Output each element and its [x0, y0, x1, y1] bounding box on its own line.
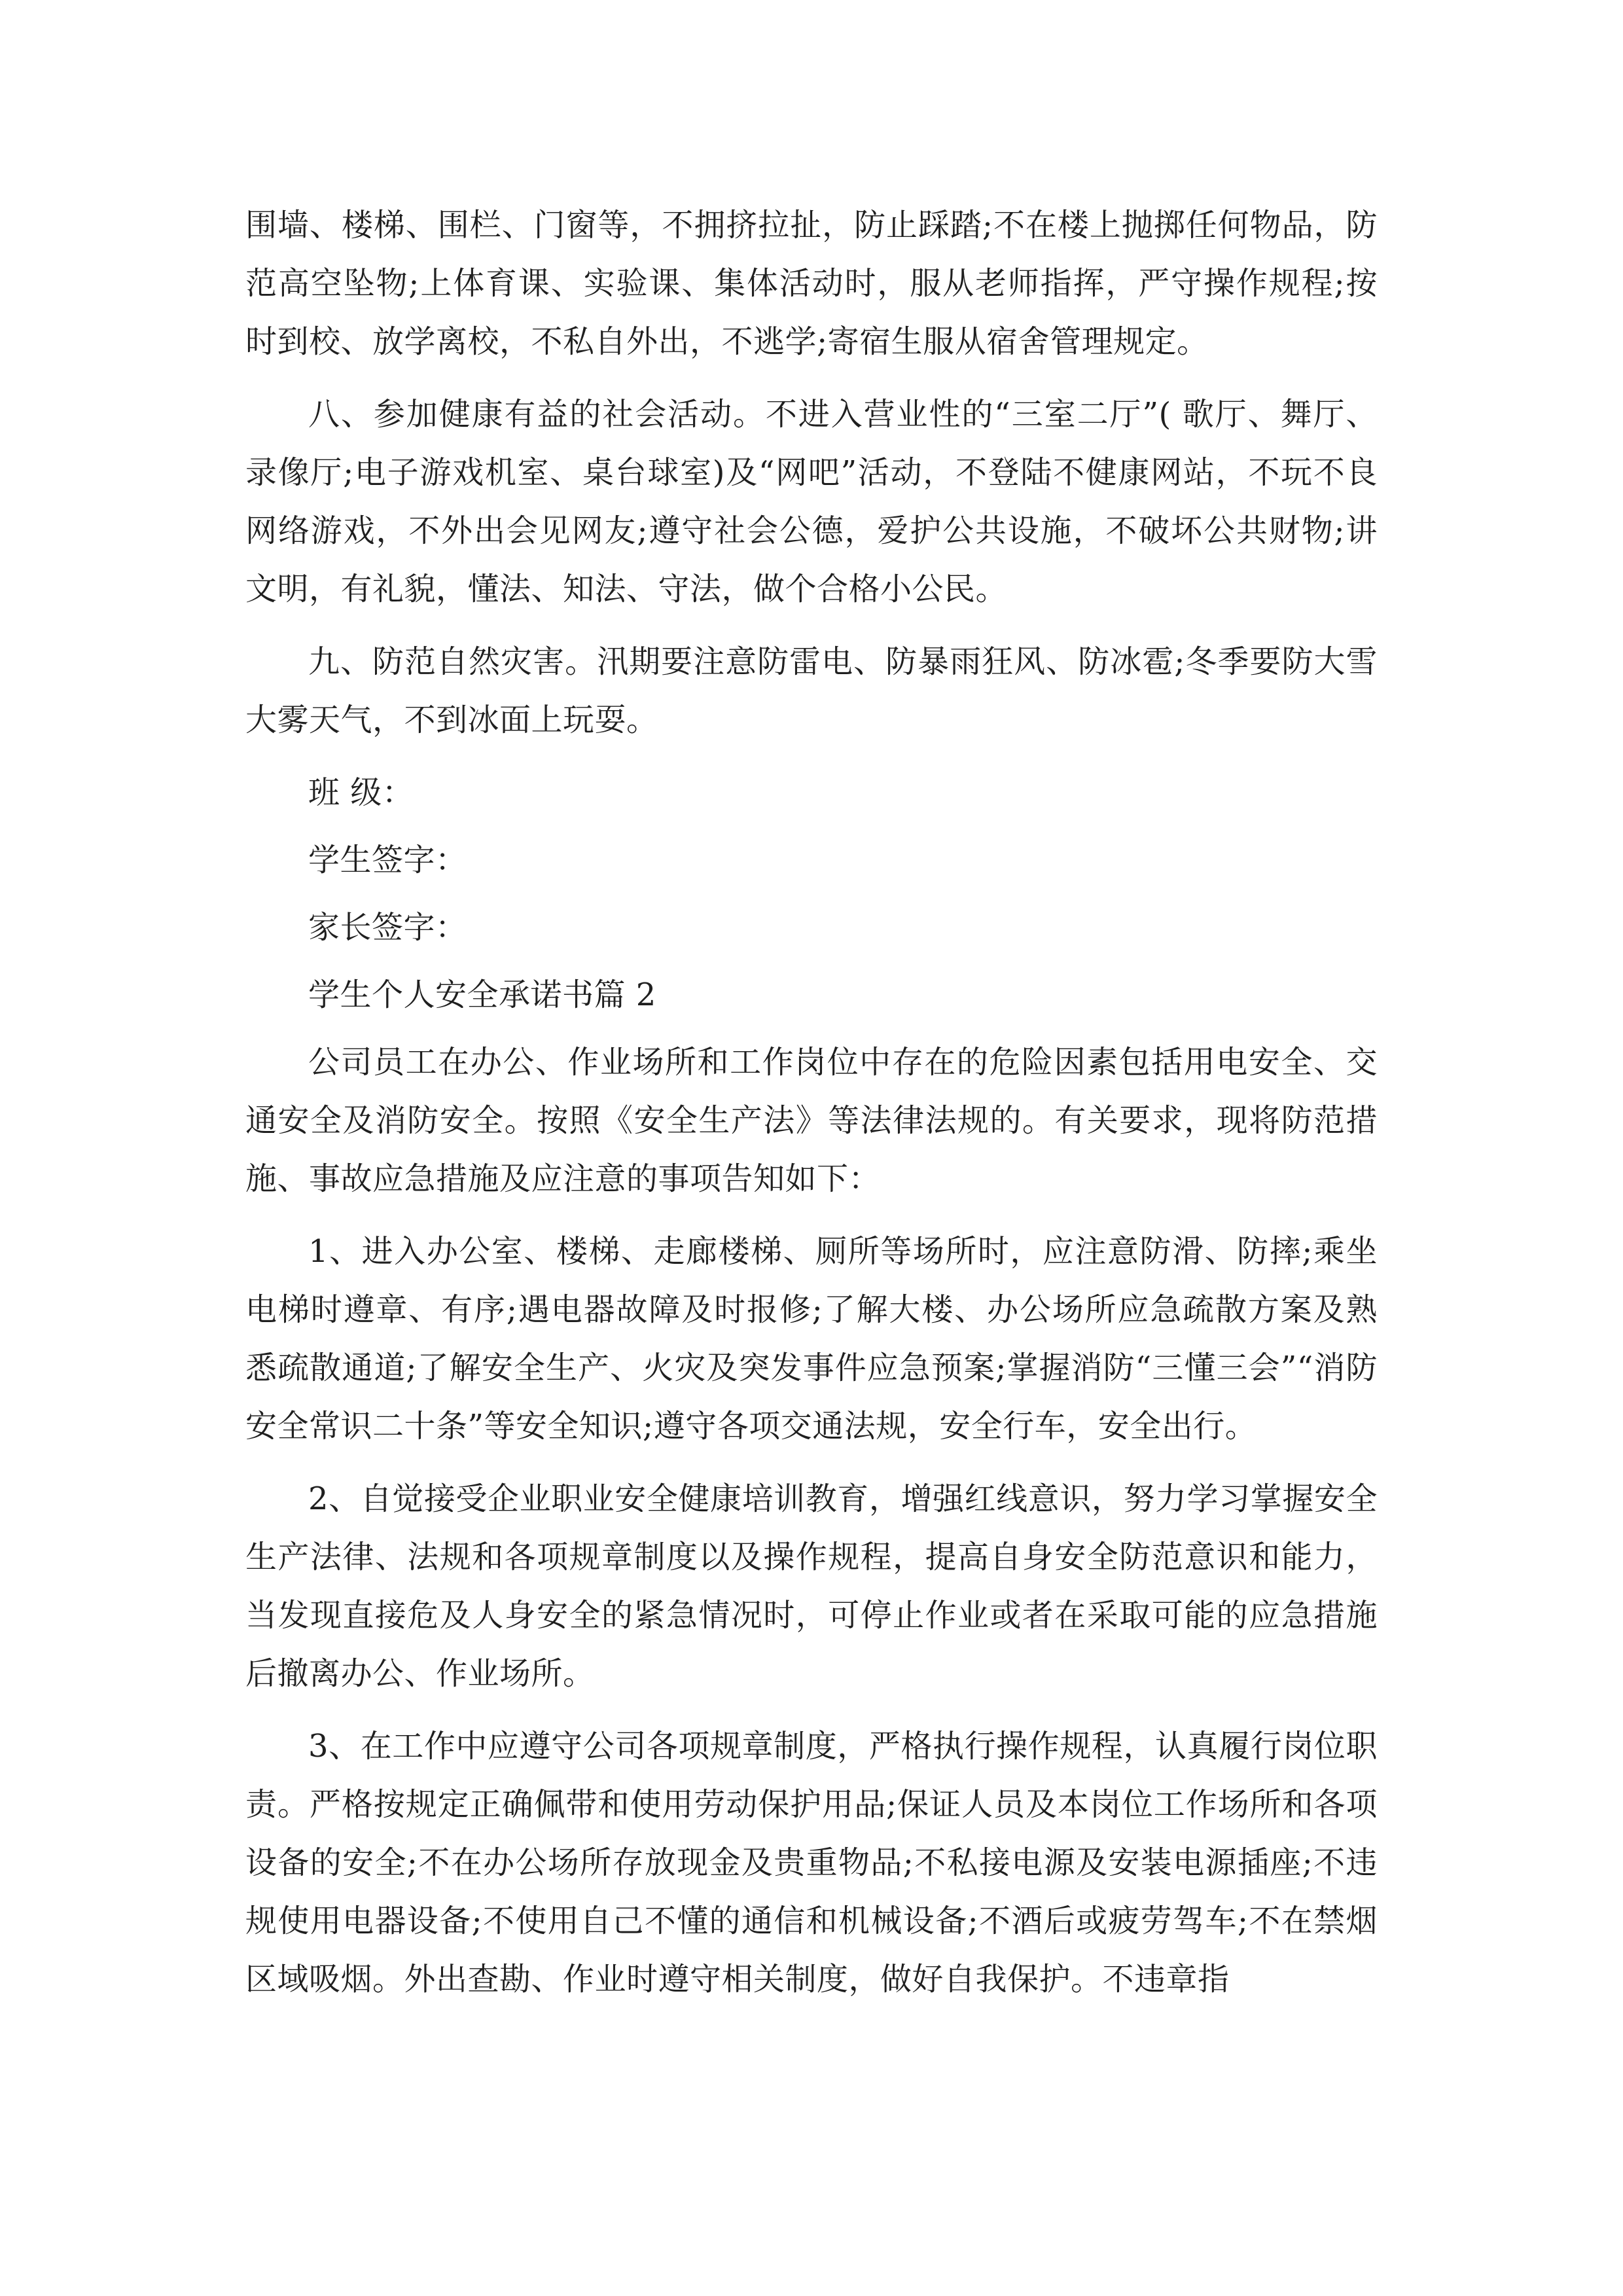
section-title: 学生个人安全承诺书篇 2	[308, 977, 656, 1013]
student-signature-label: 学生签字：	[308, 842, 467, 878]
paragraph-intro: 公司员工在办公、作业场所和工作岗位中存在的危险因素包括用电安全、交通安全及消防安全。按照《安全生产法》等法律法规的。有关要求，现将防范措施、事故应急措施及应注意的事项告知如下：	[245, 1044, 1378, 1197]
class-field-label: 班 级：	[308, 774, 414, 811]
parent-signature-label: 家长签字：	[308, 909, 467, 946]
paragraph-item-3: 3、在工作中应遵守公司各项规章制度，严格执行操作规程，认真履行岗位职责。严格按规定正确佩带和使用劳动保护用品;保证人员及本岗位工作场所和各项设备的安全;不在办公场所存放现金及贵重物品;不私接电源及安装电源插座;不违规使用电器设备;不使用自己不懂的通信和机械设备;不酒后或疲劳驾车;不在禁烟区域吸烟。外出查勘、作业时遵守相关制度，做好自我保护。不违章指	[245, 1728, 1378, 1998]
paragraph-item-nine: 九、防范自然灾害。汛期要注意防雷电、防暴雨狂风、防冰雹;冬季要防大雪大雾天气，不到冰面上玩耍。	[245, 643, 1378, 738]
paragraph-continued: 围墙、楼梯、围栏、门窗等，不拥挤拉扯，防止踩踏;不在楼上抛掷任何物品，防范高空坠物;上体育课、实验课、集体活动时，服从老师指挥，严守操作规程;按时到校、放学离校，不私自外出，不逃学;寄宿生服从宿舍管理规定。	[245, 207, 1378, 360]
paragraph-item-1: 1、进入办公室、楼梯、走廊楼梯、厕所等场所时，应注意防滑、防摔;乘坐电梯时遵章、有序;遇电器故障及时报修;了解大楼、办公场所应急疏散方案及熟悉疏散通道;了解安全生产、火灾及突发事件应急预案;掌握消防“三懂三会”“消防安全常识二十条”等安全知识;遵守各项交通法规，安全行车，安全出行。	[245, 1233, 1378, 1444]
document-body	[245, 196, 1378, 2023]
paragraph-item-eight: 八、参加健康有益的社会活动。不进入营业性的“三室二厅”( 歌厅、舞厅、录像厅;电子游戏机室、桌台球室)及“网吧”活动，不登陆不健康网站，不玩不良网络游戏，不外出会见网友;遵守社会公德，爱护公共设施，不破坏公共财物;讲文明，有礼貌，懂法、知法、守法，做个合格小公民。	[245, 396, 1378, 607]
paragraph-item-2: 2、自觉接受企业职业安全健康培训教育，增强红线意识，努力学习掌握安全生产法律、法规和各项规章制度以及操作规程，提高自身安全防范意识和能力，当发现直接危及人身安全的紧急情况时，可停止作业或者在采取可能的应急措施后撤离办公、作业场所。	[245, 1480, 1378, 1692]
